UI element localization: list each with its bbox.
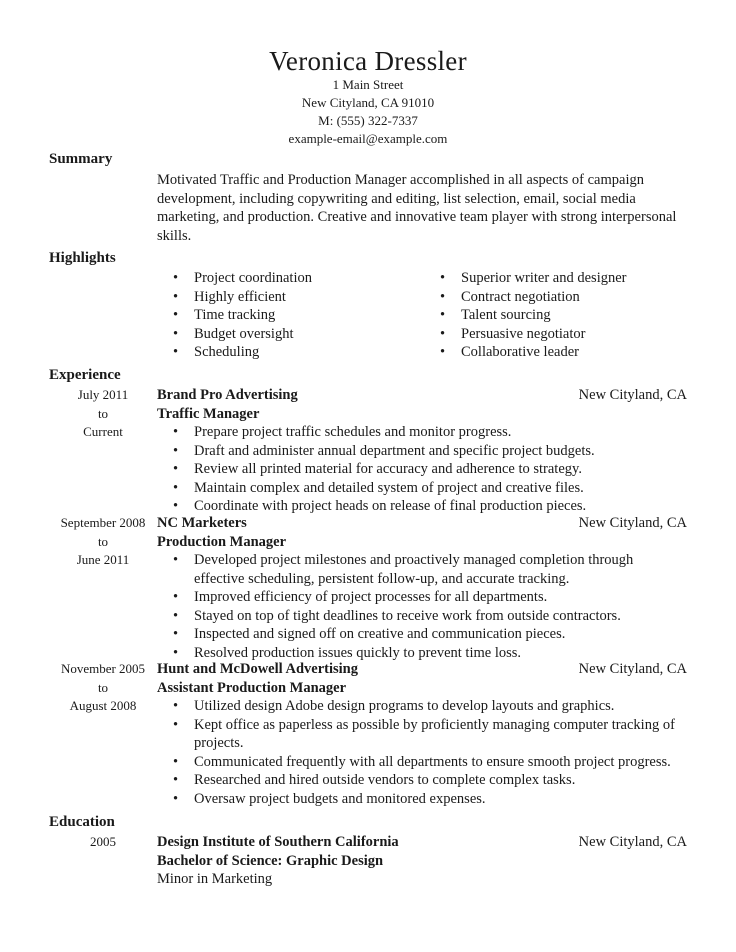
job-end-date: June 2011 xyxy=(76,552,130,567)
phone-number: M: (555) 322-7337 xyxy=(318,113,418,128)
job-duty: • Kept office as paperless as possible by proficiently managing computer tracking of projects. xyxy=(157,716,687,753)
email-address: example-email@example.com xyxy=(288,131,448,146)
education-heading: Education xyxy=(49,814,115,830)
resume-header xyxy=(0,0,736,148)
summary-text: Motivated Traffic and Production Manager accomplished in all aspects of campaign development, including copywriting and editing, list selection, email, social media marketing, and production. Creative and innovative team player with strong interpersonal skills. xyxy=(157,172,677,244)
job-title: Traffic Manager xyxy=(157,405,260,422)
school-location: New Cityland, CA xyxy=(578,834,687,850)
job-duty: • Inspected and signed off on creative and communication pieces. xyxy=(157,625,687,644)
highlight-item: • Highly efficient xyxy=(157,288,417,307)
degree: Bachelor of Science: Graphic Design xyxy=(157,852,384,869)
candidate-name: Veronica Dressler xyxy=(269,46,467,76)
highlight-item: • Budget oversight xyxy=(157,325,417,344)
job-duty: • Draft and administer annual department and specific project budgets. xyxy=(157,442,687,461)
summary-heading: Summary xyxy=(49,151,113,167)
job-date-separator: to xyxy=(97,533,109,549)
job-start-date: July 2011 xyxy=(77,387,129,402)
company-name: NC Marketers xyxy=(157,515,247,531)
job-duty: • Stayed on top of tight deadlines to receive work from outside contractors. xyxy=(157,607,687,626)
job-date-separator: to xyxy=(97,679,109,695)
job-duty: • Prepare project traffic schedules and monitor progress. xyxy=(157,423,687,442)
highlight-item: • Superior writer and designer xyxy=(424,269,684,288)
street-address: 1 Main Street xyxy=(332,77,404,92)
job-location: New Cityland, CA xyxy=(578,387,687,403)
job-duty: • Review all printed material for accuracy and adherence to strategy. xyxy=(157,460,687,479)
job-location: New Cityland, CA xyxy=(578,515,687,531)
job-start-date: September 2008 xyxy=(60,515,146,530)
job-duty: • Resolved production issues quickly to prevent time loss. xyxy=(157,644,687,663)
school-name: Design Institute of Southern California xyxy=(157,834,399,850)
education-year xyxy=(48,833,158,852)
job-entry xyxy=(157,514,687,662)
job-entry xyxy=(157,660,687,808)
city-address: New Cityland, CA 91010 xyxy=(301,95,435,110)
job-end-date: August 2008 xyxy=(69,698,137,713)
job-duty: • Researched and hired outside vendors to complete complex tasks. xyxy=(157,771,687,790)
job-title: Production Manager xyxy=(157,533,287,550)
job-dates xyxy=(48,514,158,570)
highlight-item: • Talent sourcing xyxy=(424,306,684,325)
job-duty: • Utilized design Adobe design programs to develop layouts and graphics. xyxy=(157,697,687,716)
job-duty: • Communicated frequently with all departments to ensure smooth project progress. xyxy=(157,753,687,772)
job-date-separator: to xyxy=(97,405,109,421)
job-duty: • Coordinate with project heads on release of final production pieces. xyxy=(157,497,687,516)
job-entry xyxy=(157,386,687,516)
graduation-year: 2005 xyxy=(90,834,116,849)
highlights-heading: Highlights xyxy=(49,250,116,266)
highlights-right-column xyxy=(424,269,684,362)
highlight-item: • Persuasive negotiator xyxy=(424,325,684,344)
experience-heading: Experience xyxy=(49,367,121,383)
education-entry xyxy=(157,833,687,889)
job-duty: • Oversaw project budgets and monitored expenses. xyxy=(157,790,687,809)
job-dates xyxy=(48,660,158,716)
job-end-date: Current xyxy=(83,424,123,439)
company-name: Brand Pro Advertising xyxy=(157,387,298,403)
job-start-date: November 2005 xyxy=(60,661,146,676)
highlight-item: • Collaborative leader xyxy=(424,343,684,362)
highlight-item: • Project coordination xyxy=(157,269,417,288)
job-title: Assistant Production Manager xyxy=(157,679,347,696)
job-duty: • Developed project milestones and proactively managed completion through effective scheduling, persistent follow-up, and accurate tracking. xyxy=(157,551,687,588)
highlight-item: • Contract negotiation xyxy=(424,288,684,307)
job-location: New Cityland, CA xyxy=(578,661,687,677)
highlight-item: • Scheduling xyxy=(157,343,417,362)
job-duty: • Maintain complex and detailed system of project and creative files. xyxy=(157,479,687,498)
highlights-left-column xyxy=(157,269,417,362)
company-name: Hunt and McDowell Advertising xyxy=(157,661,358,677)
job-dates xyxy=(48,386,158,442)
job-duty: • Improved efficiency of project processes for all departments. xyxy=(157,588,687,607)
minor: Minor in Marketing xyxy=(157,871,273,887)
highlight-item: • Time tracking xyxy=(157,306,417,325)
